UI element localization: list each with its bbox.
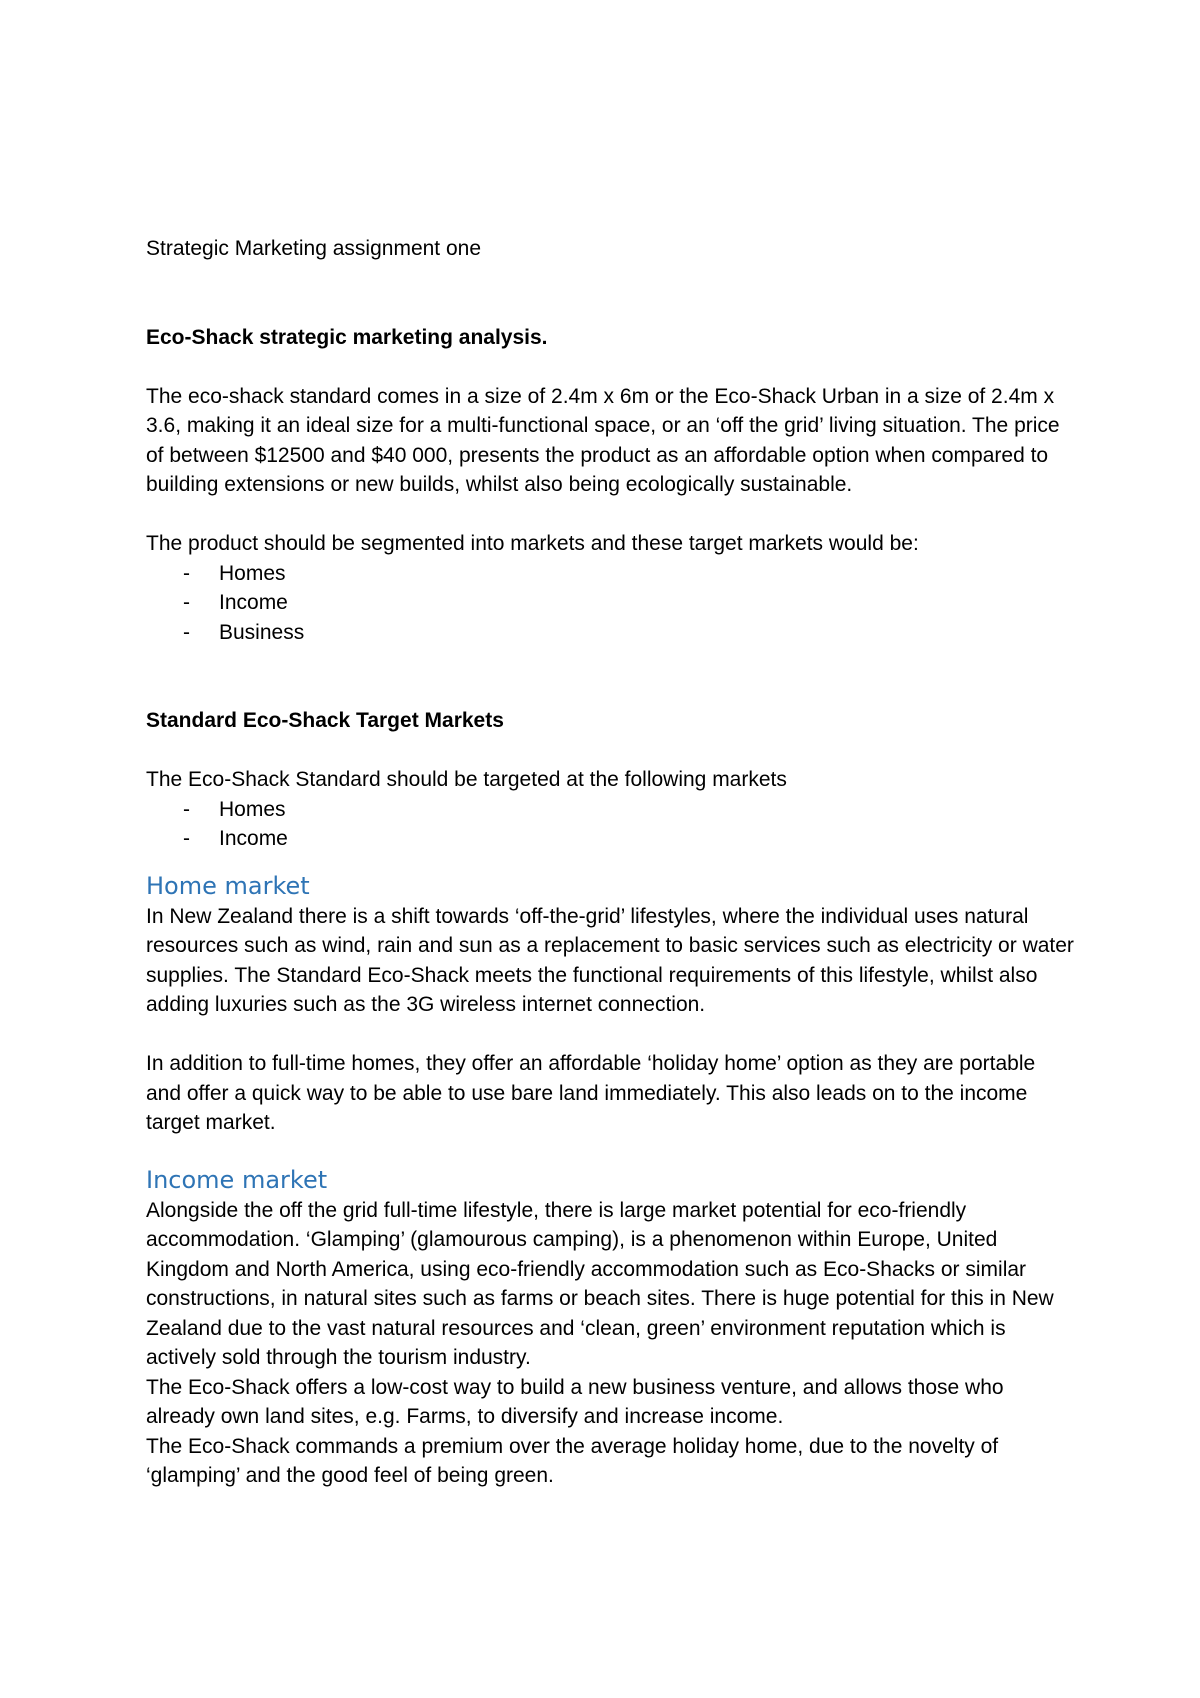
spacer (146, 736, 1076, 766)
home-market-paragraph-1: In New Zealand there is a shift towards ‘off-the-grid’ lifestyles, where the individual uses natural resources such as wind, rain and sun as a replacement to basic services such as electricity or water supplies. The Standard Eco-Shack meets the functional requirements of this lifestyle, whilst also adding luxuries such as the 3G wireless internet connection. (146, 904, 1074, 1016)
list-dash: - (183, 620, 190, 644)
standard-intro: The Eco-Shack Standard should be targeted at the following markets (146, 768, 787, 791)
list-item-label: Business (219, 620, 305, 644)
home-market-heading: Home market (146, 871, 310, 900)
list-dash: - (183, 561, 190, 585)
list-item-label: Income (219, 591, 288, 614)
income-market-paragraph-1: Alongside the off the grid full-time lifestyle, there is large market potential for eco-friendly accommodation. ‘Glamping’ (glamourous camping), is a phenomenon within Europe, United Kingdom and North America, using eco-friendly accommodation such as Eco-Shacks or similar constructions, in natural sites such as farms or beach sites. There is huge potential for this in New Zealand due to the vast natural resources and ‘clean, green’ environment reputation which is actively sold through the tourism industry. (146, 1198, 1054, 1369)
spacer (146, 500, 1076, 530)
standard-markets-list (146, 795, 1076, 854)
list-item (146, 824, 1076, 854)
spacer (146, 854, 1076, 870)
segments-list (146, 559, 1076, 648)
list-item-label: Homes (219, 561, 286, 585)
spacer (146, 1138, 1076, 1164)
document-subtitle: Eco-Shack strategic marketing analysis. (146, 325, 548, 349)
document-page (146, 234, 1076, 1491)
list-dash: - (183, 591, 190, 614)
home-market-paragraph-2: In addition to full-time homes, they offer an affordable ‘holiday home’ option as they are portable and offer a quick way to be able to use bare land immediately. This also leads on to the income target market. (146, 1052, 1036, 1134)
standard-heading: Standard Eco-Shack Target Markets (146, 709, 504, 732)
income-market-heading: Income market (146, 1165, 328, 1194)
list-dash: - (183, 797, 190, 821)
income-market-paragraph-2: The Eco-Shack offers a low-cost way to build a new business venture, and allows those who already own land sites, e.g. Farms, to diversify and increase income. (146, 1375, 1004, 1428)
income-market-paragraph-3: The Eco-Shack commands a premium over the average holiday home, due to the novelty of ‘glamping’ and the good feel of being green. (146, 1434, 999, 1487)
intro-paragraph: The eco-shack standard comes in a size of 2.4m x 6m or the Eco-Shack Urban in a size of 2.4m x 3.6, making it an ideal size for a multi-functional space, or an ‘off the grid’ living situation. The price of between $12500 and $40 000, presents the product as an affordable option when compared to building extensions or new builds, whilst also being ecologically sustainable. (146, 384, 1060, 496)
list-item (146, 559, 1076, 589)
list-item (146, 795, 1076, 825)
segmentation-intro: The product should be segmented into markets and these target markets would be: (146, 532, 919, 555)
list-item-label: Income (219, 827, 288, 850)
document-title: Strategic Marketing assignment one (146, 237, 482, 260)
list-dash: - (183, 827, 190, 850)
spacer (146, 1020, 1076, 1050)
spacer (146, 647, 1076, 706)
spacer (146, 352, 1076, 382)
list-item (146, 588, 1076, 618)
list-item-label: Homes (219, 797, 286, 821)
spacer (146, 264, 1076, 323)
list-item (146, 618, 1076, 648)
